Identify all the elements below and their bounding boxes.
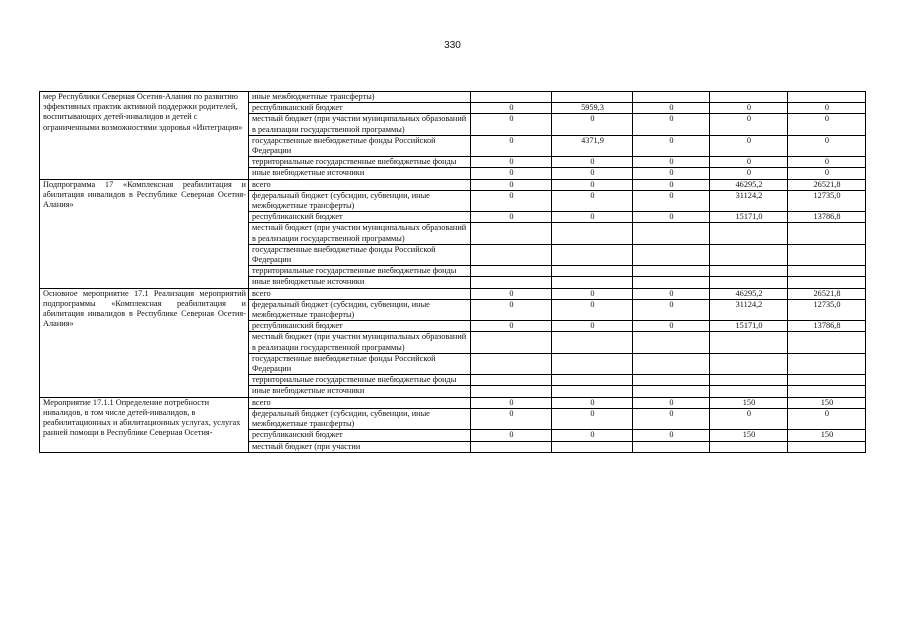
- amount-cell: 0: [788, 114, 866, 135]
- table-row: [40, 397, 866, 408]
- amount-cell: 0: [788, 168, 866, 179]
- amount-cell: [471, 332, 552, 353]
- amount-cell: 0: [552, 397, 633, 408]
- program-name-cell: Подпрограмма 17 «Комплексная реабилитация и абилитация инвалидов в Республике Северная Осетия-Алания»: [40, 179, 249, 288]
- amount-cell: [788, 332, 866, 353]
- funding-source-cell: республиканский бюджет: [249, 212, 471, 223]
- amount-cell: [471, 277, 552, 288]
- program-name-cell: Мероприятие 17.1.1 Определение потребности инвалидов, в том числе детей-инвалидов, в реабилитационных и абилитационных услугах, услугах ранней помощи в Республике Северная Осетия-: [40, 397, 249, 452]
- amount-cell: 0: [471, 114, 552, 135]
- amount-cell: 0: [471, 212, 552, 223]
- amount-cell: 13786,8: [788, 321, 866, 332]
- funding-source-cell: иные внебюджетные источники: [249, 386, 471, 397]
- amount-cell: [788, 375, 866, 386]
- budget-table: [39, 91, 866, 453]
- amount-cell: [633, 441, 710, 452]
- amount-cell: [788, 441, 866, 452]
- amount-cell: 0: [552, 299, 633, 320]
- amount-cell: [471, 375, 552, 386]
- amount-cell: 26521,8: [788, 179, 866, 190]
- amount-cell: 0: [710, 408, 788, 429]
- amount-cell: [633, 223, 710, 244]
- amount-cell: [633, 244, 710, 265]
- amount-cell: 150: [788, 397, 866, 408]
- funding-source-cell: республиканский бюджет: [249, 103, 471, 114]
- amount-cell: 0: [471, 168, 552, 179]
- funding-source-cell: иные межбюджетные трансферты): [249, 92, 471, 103]
- amount-cell: 0: [788, 103, 866, 114]
- amount-cell: [788, 386, 866, 397]
- amount-cell: [633, 386, 710, 397]
- amount-cell: 46295,2: [710, 179, 788, 190]
- amount-cell: 0: [633, 299, 710, 320]
- amount-cell: [633, 353, 710, 374]
- program-name-cell: Основное мероприятие 17.1 Реализация мероприятий подпрограммы «Комплексная реабилитация и абилитация инвалидов в Республике Северная Осетия-Алания»: [40, 288, 249, 397]
- amount-cell: [710, 223, 788, 244]
- amount-cell: 0: [633, 321, 710, 332]
- amount-cell: 0: [633, 168, 710, 179]
- amount-cell: 0: [633, 430, 710, 441]
- amount-cell: [710, 92, 788, 103]
- funding-source-cell: всего: [249, 288, 471, 299]
- amount-cell: [633, 332, 710, 353]
- amount-cell: 0: [710, 157, 788, 168]
- funding-source-cell: республиканский бюджет: [249, 321, 471, 332]
- amount-cell: 0: [710, 103, 788, 114]
- amount-cell: 0: [552, 190, 633, 211]
- funding-source-cell: местный бюджет (при участии муниципальных образований в реализации государственной программы): [249, 332, 471, 353]
- amount-cell: [788, 223, 866, 244]
- amount-cell: 0: [633, 397, 710, 408]
- amount-cell: 0: [471, 190, 552, 211]
- amount-cell: [552, 223, 633, 244]
- funding-source-cell: федеральный бюджет (субсидии, субвенции, иные межбюджетные трансферты): [249, 190, 471, 211]
- amount-cell: 0: [633, 135, 710, 156]
- amount-cell: 0: [471, 299, 552, 320]
- amount-cell: [788, 277, 866, 288]
- funding-source-cell: всего: [249, 397, 471, 408]
- amount-cell: 12735,0: [788, 299, 866, 320]
- amount-cell: [471, 244, 552, 265]
- amount-cell: 0: [552, 212, 633, 223]
- amount-cell: 0: [552, 321, 633, 332]
- amount-cell: 0: [633, 190, 710, 211]
- amount-cell: [552, 92, 633, 103]
- amount-cell: 0: [552, 157, 633, 168]
- funding-source-cell: территориальные государственные внебюджетные фонды: [249, 266, 471, 277]
- amount-cell: [471, 441, 552, 452]
- amount-cell: 0: [552, 408, 633, 429]
- amount-cell: 0: [471, 321, 552, 332]
- amount-cell: 0: [471, 397, 552, 408]
- amount-cell: [633, 375, 710, 386]
- amount-cell: 31124,2: [710, 299, 788, 320]
- budget-table-body: [40, 92, 866, 453]
- amount-cell: 46295,2: [710, 288, 788, 299]
- amount-cell: 0: [633, 408, 710, 429]
- amount-cell: 0: [710, 114, 788, 135]
- funding-source-cell: местный бюджет (при участии муниципальных образований в реализации государственной программы): [249, 223, 471, 244]
- funding-source-cell: республиканский бюджет: [249, 430, 471, 441]
- amount-cell: [788, 92, 866, 103]
- amount-cell: 150: [788, 430, 866, 441]
- amount-cell: [471, 353, 552, 374]
- amount-cell: 0: [471, 408, 552, 429]
- amount-cell: [633, 266, 710, 277]
- amount-cell: [471, 92, 552, 103]
- amount-cell: [552, 386, 633, 397]
- amount-cell: [552, 441, 633, 452]
- amount-cell: 0: [633, 212, 710, 223]
- amount-cell: [788, 353, 866, 374]
- amount-cell: [552, 375, 633, 386]
- amount-cell: [471, 223, 552, 244]
- amount-cell: 0: [471, 179, 552, 190]
- funding-source-cell: всего: [249, 179, 471, 190]
- amount-cell: [552, 277, 633, 288]
- funding-source-cell: местный бюджет (при участии муниципальных образований в реализации государственной программы): [249, 114, 471, 135]
- funding-source-cell: иные внебюджетные источники: [249, 168, 471, 179]
- amount-cell: 0: [471, 288, 552, 299]
- amount-cell: 0: [710, 168, 788, 179]
- amount-cell: 13786,8: [788, 212, 866, 223]
- amount-cell: [552, 353, 633, 374]
- amount-cell: 0: [552, 288, 633, 299]
- amount-cell: [710, 277, 788, 288]
- amount-cell: [552, 332, 633, 353]
- amount-cell: [552, 244, 633, 265]
- amount-cell: 0: [633, 179, 710, 190]
- funding-source-cell: федеральный бюджет (субсидии, субвенции, иные межбюджетные трансферты): [249, 408, 471, 429]
- amount-cell: [710, 244, 788, 265]
- funding-source-cell: государственные внебюджетные фонды Российской Федерации: [249, 244, 471, 265]
- amount-cell: [710, 386, 788, 397]
- amount-cell: 150: [710, 397, 788, 408]
- amount-cell: [710, 353, 788, 374]
- funding-source-cell: территориальные государственные внебюджетные фонды: [249, 375, 471, 386]
- amount-cell: 0: [788, 135, 866, 156]
- amount-cell: [633, 277, 710, 288]
- amount-cell: 12735,0: [788, 190, 866, 211]
- program-name-cell: мер Республики Северная Осетия-Алания по развитию эффективных практик активной поддержки родителей, воспитывающих детей-инвалидов и детей с ограниченными возможностями здоровья «Интеграция»: [40, 92, 249, 180]
- table-row: [40, 288, 866, 299]
- amount-cell: 0: [633, 288, 710, 299]
- funding-source-cell: территориальные государственные внебюджетные фонды: [249, 157, 471, 168]
- amount-cell: 0: [633, 114, 710, 135]
- amount-cell: 150: [710, 430, 788, 441]
- amount-cell: [471, 266, 552, 277]
- funding-source-cell: государственные внебюджетные фонды Российской Федерации: [249, 353, 471, 374]
- funding-source-cell: иные внебюджетные источники: [249, 277, 471, 288]
- amount-cell: 0: [471, 135, 552, 156]
- table-row: [40, 92, 866, 103]
- amount-cell: 0: [471, 430, 552, 441]
- amount-cell: 5959,3: [552, 103, 633, 114]
- amount-cell: [710, 375, 788, 386]
- amount-cell: [633, 92, 710, 103]
- amount-cell: [552, 266, 633, 277]
- amount-cell: [788, 244, 866, 265]
- amount-cell: 0: [552, 114, 633, 135]
- page-number: 330: [444, 40, 461, 51]
- amount-cell: 0: [552, 179, 633, 190]
- amount-cell: 4371,9: [552, 135, 633, 156]
- amount-cell: 0: [788, 157, 866, 168]
- amount-cell: [710, 266, 788, 277]
- amount-cell: 0: [552, 430, 633, 441]
- amount-cell: 26521,8: [788, 288, 866, 299]
- amount-cell: 0: [471, 103, 552, 114]
- amount-cell: 15171,0: [710, 321, 788, 332]
- funding-source-cell: государственные внебюджетные фонды Российской Федерации: [249, 135, 471, 156]
- funding-source-cell: местный бюджет (при участии: [249, 441, 471, 452]
- amount-cell: [788, 266, 866, 277]
- amount-cell: 31124,2: [710, 190, 788, 211]
- amount-cell: 0: [633, 103, 710, 114]
- amount-cell: [710, 441, 788, 452]
- amount-cell: 0: [633, 157, 710, 168]
- funding-source-cell: федеральный бюджет (субсидии, субвенции, иные межбюджетные трансферты): [249, 299, 471, 320]
- table-row: [40, 179, 866, 190]
- amount-cell: [710, 332, 788, 353]
- amount-cell: 0: [552, 168, 633, 179]
- amount-cell: 0: [471, 157, 552, 168]
- amount-cell: 0: [710, 135, 788, 156]
- amount-cell: [471, 386, 552, 397]
- amount-cell: 0: [788, 408, 866, 429]
- amount-cell: 15171,0: [710, 212, 788, 223]
